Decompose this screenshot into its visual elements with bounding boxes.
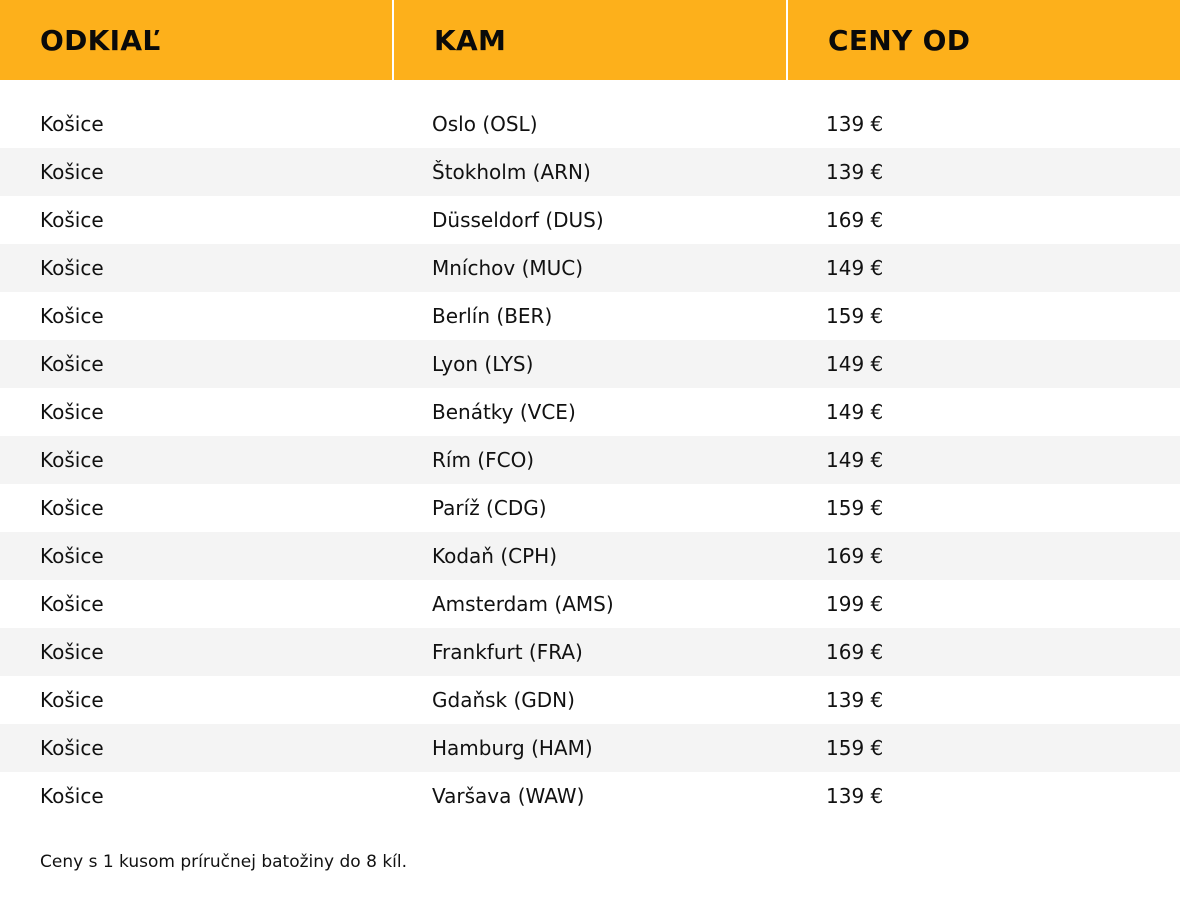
cell-from: Košice [40,736,104,760]
cell-price: 149 € [826,256,884,280]
cell-from: Košice [40,784,104,808]
cell-to: Varšava (WAW) [432,784,585,808]
cell-from: Košice [40,352,104,376]
cell-price: 199 € [826,592,884,616]
cell-from: Košice [40,592,104,616]
cell-to: Amsterdam (AMS) [432,592,614,616]
footnote: Ceny s 1 kusom príručnej batožiny do 8 kíl. [40,852,408,872]
cell-to: Rím (FCO) [432,448,535,472]
header-from: ODKIAĽ [0,0,392,80]
cell-to: Lyon (LYS) [432,352,534,376]
table-row [0,580,1180,628]
table-row [0,436,1180,484]
cell-price: 139 € [826,112,884,136]
cell-from: Košice [40,160,104,184]
table-row [0,388,1180,436]
table-row [0,724,1180,772]
cell-price: 149 € [826,448,884,472]
cell-price: 139 € [826,784,884,808]
cell-to: Oslo (OSL) [432,112,538,136]
table-row [0,676,1180,724]
cell-price: 139 € [826,160,884,184]
cell-from: Košice [40,256,104,280]
cell-to: Paríž (CDG) [432,496,547,520]
cell-from: Košice [40,448,104,472]
cell-price: 169 € [826,544,884,568]
table-row [0,100,1180,148]
table-row [0,196,1180,244]
cell-to: Gdaňsk (GDN) [432,688,575,712]
cell-to: Berlín (BER) [432,304,553,328]
table-row [0,292,1180,340]
cell-price: 169 € [826,640,884,664]
table-row [0,148,1180,196]
table-row [0,628,1180,676]
cell-price: 159 € [826,304,884,328]
table-row [0,484,1180,532]
cell-to: Mníchov (MUC) [432,256,584,280]
cell-to: Benátky (VCE) [432,400,576,424]
cell-to: Štokholm (ARN) [432,160,591,184]
cell-from: Košice [40,304,104,328]
cell-price: 139 € [826,688,884,712]
table-body [0,100,1180,820]
cell-from: Košice [40,112,104,136]
cell-from: Košice [40,208,104,232]
table-row [0,532,1180,580]
cell-from: Košice [40,640,104,664]
cell-price: 169 € [826,208,884,232]
cell-from: Košice [40,496,104,520]
table-row [0,340,1180,388]
cell-to: Kodaň (CPH) [432,544,558,568]
cell-from: Košice [40,688,104,712]
cell-to: Düsseldorf (DUS) [432,208,604,232]
cell-price: 159 € [826,736,884,760]
table-row [0,772,1180,820]
table-row [0,244,1180,292]
cell-from: Košice [40,544,104,568]
header-to: KAM [394,0,786,80]
cell-price: 149 € [826,352,884,376]
table-header [0,0,1180,80]
header-price: CENY OD [788,0,1180,80]
cell-to: Frankfurt (FRA) [432,640,583,664]
cell-price: 149 € [826,400,884,424]
cell-from: Košice [40,400,104,424]
cell-to: Hamburg (HAM) [432,736,593,760]
cell-price: 159 € [826,496,884,520]
